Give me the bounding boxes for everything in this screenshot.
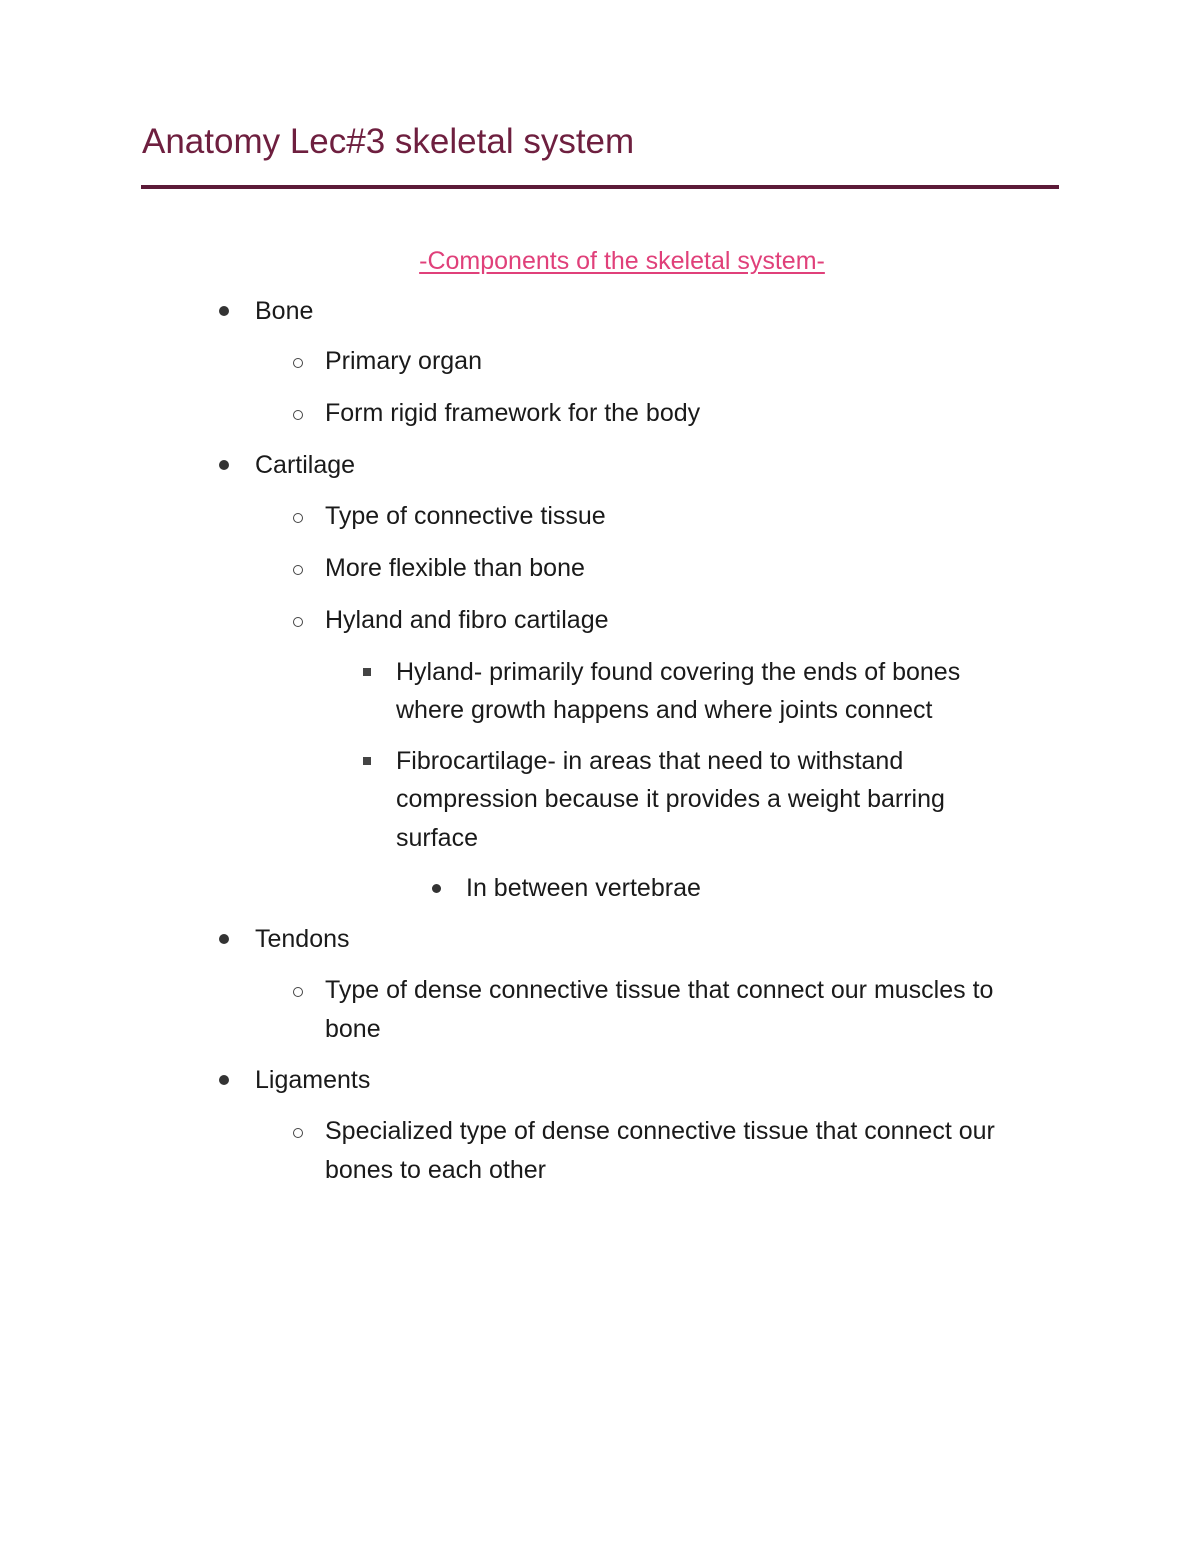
bullet-circle-icon — [293, 1128, 303, 1138]
list-item-bone: Bone — [255, 297, 314, 325]
bullet-circle-icon — [293, 987, 303, 997]
bullet-disc-icon — [432, 884, 441, 893]
bullet-circle-icon — [293, 617, 303, 627]
list-item-tendons-desc-line2: bone — [325, 1015, 381, 1043]
bullet-disc-icon — [219, 934, 229, 944]
list-item-ligaments-desc-line1: Specialized type of dense connective tissue that connect our — [325, 1117, 995, 1145]
list-item-cartilage: Cartilage — [255, 451, 356, 479]
bullet-circle-icon — [293, 358, 303, 368]
bullet-circle-icon — [293, 513, 303, 523]
list-item-rigid-framework: Form rigid framework for the body — [325, 399, 701, 427]
list-item-tendons: Tendons — [255, 925, 350, 953]
list-item-vertebrae: In between vertebrae — [466, 874, 701, 902]
list-item-fibro-line2: compression because it provides a weight barring — [396, 785, 945, 813]
title-underline-rule — [141, 185, 1059, 189]
bullet-disc-icon — [219, 1075, 229, 1085]
section-heading: -Components of the skeletal system- — [419, 247, 825, 275]
bullet-disc-icon — [219, 460, 229, 470]
list-item-hyland-line1: Hyland- primarily found covering the ends of bones — [396, 658, 961, 686]
bullet-disc-icon — [219, 306, 229, 316]
list-item-hyland-line2: where growth happens and where joints connect — [396, 696, 933, 724]
list-item-more-flexible: More flexible than bone — [325, 554, 585, 582]
list-item-ligaments-desc-line2: bones to each other — [325, 1156, 546, 1184]
bullet-square-icon — [363, 757, 371, 765]
document-title: Anatomy Lec#3 skeletal system — [142, 122, 635, 161]
list-item-fibro-line3: surface — [396, 824, 478, 852]
bullet-square-icon — [363, 668, 371, 676]
list-item-connective-tissue: Type of connective tissue — [325, 502, 606, 530]
bullet-circle-icon — [293, 565, 303, 575]
bullet-circle-icon — [293, 410, 303, 420]
list-item-hyland-fibro: Hyland and fibro cartilage — [325, 606, 609, 634]
list-item-tendons-desc-line1: Type of dense connective tissue that connect our muscles to — [325, 976, 994, 1004]
list-item-primary-organ: Primary organ — [325, 347, 482, 375]
list-item-ligaments: Ligaments — [255, 1066, 371, 1094]
list-item-fibro-line1: Fibrocartilage- in areas that need to withstand — [396, 747, 904, 775]
